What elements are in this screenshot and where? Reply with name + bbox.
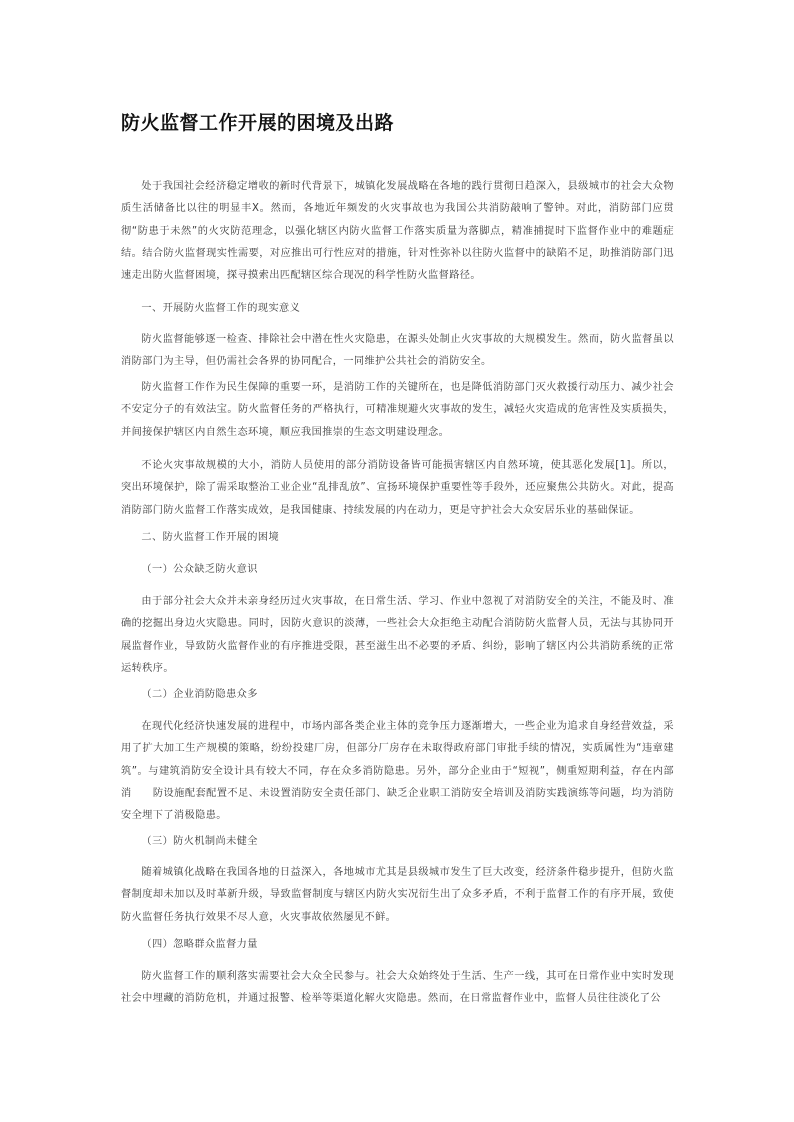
section-1-paragraph-3: 不论火灾事故规模的大小，消防人员使用的部分消防设备皆可能损害辖区内自然环境，使其恶化发展[1]。所以，突出环境保护，除了需采取整治工业企业“乱排乱放”、宣扬环境保护重要性等手段外，还应聚焦公共防火。对此，提高消防部门防火监督工作落实成效，是我国健康、持续发展的内在动力，更是守护社会大众安居乐业的基础保证。 xyxy=(121,460,674,516)
subsection-3-paragraph: 随着城镇化战略在我国各地的日益深入，各地城市尤其是县级城市发生了巨大改变，经济条件稳步提升，但防火监督制度却未加以及时革新升级，导致监督制度与辖区内防火实况衍生出了众多矛盾，不利于监督工作的有序开展，致使防火监督任务执行效果不尽人意，火灾事故依然屡见不鲜。 xyxy=(121,867,674,923)
subsection-1-heading: （一）公众缺乏防火意识 xyxy=(141,564,258,575)
section-1-paragraph-1: 防火监督能够逐一检查、排除社会中潜在性火灾隐患，在源头处制止火灾事故的大规模发生。然而，防火监督虽以消防部门为主导，但仍需社会各界的协同配合，一同维护公共社会的消防安全。 xyxy=(121,334,674,368)
subsection-2-paragraph: 在现代化经济快速发展的进程中，市场内部各类企业主体的竞争压力逐渐增大，一些企业为追求自身经营效益，采用了扩大加工生产规模的策略，纷纷投建厂房，但部分厂房存在未取得政府部门审批手续的情况，实质属性为“违章建筑”。与建筑消防安全设计具有较大不同，存在众多消防隐患。另外，部分企业由于“短视”，侧重短期利益，存在内部消 防设施配套配置不足、未设置消防安全责任部门、缺乏企业职工消防安全培训及消防实践演练等问题，均为消防安全埋下了消极隐患。 xyxy=(121,721,674,822)
subsection-4-paragraph: 防火监督工作的顺利落实需要社会大众全民参与。社会大众始终处于生活、生产一线，其可在日常作业中实时发现社会中埋藏的消防危机，并通过报警、检举等渠道化解火灾隐患。然而，在日常监督作业中，监督人员往往淡化了公 xyxy=(121,971,674,1005)
document-title: 防火监督工作开展的困境及出路 xyxy=(121,112,395,134)
subsection-4-heading: （四）忽略群众监督力量 xyxy=(141,939,258,950)
section-1-heading: 一、开展防火监督工作的现实意义 xyxy=(141,303,301,314)
subsection-1-paragraph: 由于部分社会大众并未亲身经历过火灾事故，在日常生活、学习、作业中忽视了对消防安全的关注，不能及时、准确的挖掘出身边火灾隐患。同时，因防火意识的淡薄，一些社会大众拒绝主动配合消防防火监督人员，无法与其协同开展监督作业，导致防火监督作业的有序推进受限，甚至滋生出不必要的矛盾、纠纷，影响了辖区内公共消防系统的正常运转秩序。 xyxy=(121,596,674,674)
intro-paragraph: 处于我国社会经济稳定增收的新时代背景下，城镇化发展战略在各地的践行贯彻日趋深入，县级城市的社会大众物质生活储备比以往的明显丰X。然而，各地近年频发的火灾事故也为我国公共消防敲响了警钟。对此，消防部门应贯彻“防患于未然”的火灾防范理念，以强化辖区内防火监督工作落实质量为落脚点，精准捕捉时下监督作业中的难题症结。结合防火监督现实性需要，对应推出可行性应对的措施，针对性弥补以往防火监督中的缺陷不足，助推消防部门迅速走出防火监督困境，探寻摸索出匹配辖区综合现况的科学性防火监督路径。 xyxy=(121,181,674,282)
subsection-2-heading: （二）企业消防隐患众多 xyxy=(141,689,258,700)
subsection-3-heading: （三）防火机制尚未健全 xyxy=(141,836,258,847)
section-1-paragraph-2: 防火监督工作作为民生保障的重要一环，是消防工作的关键所在，也是降低消防部门灭火救援行动压力、减少社会不安定分子的有效法宝。防火监督任务的严格执行，可精准规避火灾事故的发生，减轻火灾造成的危害性及实质损失， 并间接保护辖区内自然生态环境，顺应我国推崇的生态文明建设理念。 xyxy=(121,382,674,438)
section-2-heading: 二、防火监督工作开展的困境 xyxy=(141,532,280,543)
